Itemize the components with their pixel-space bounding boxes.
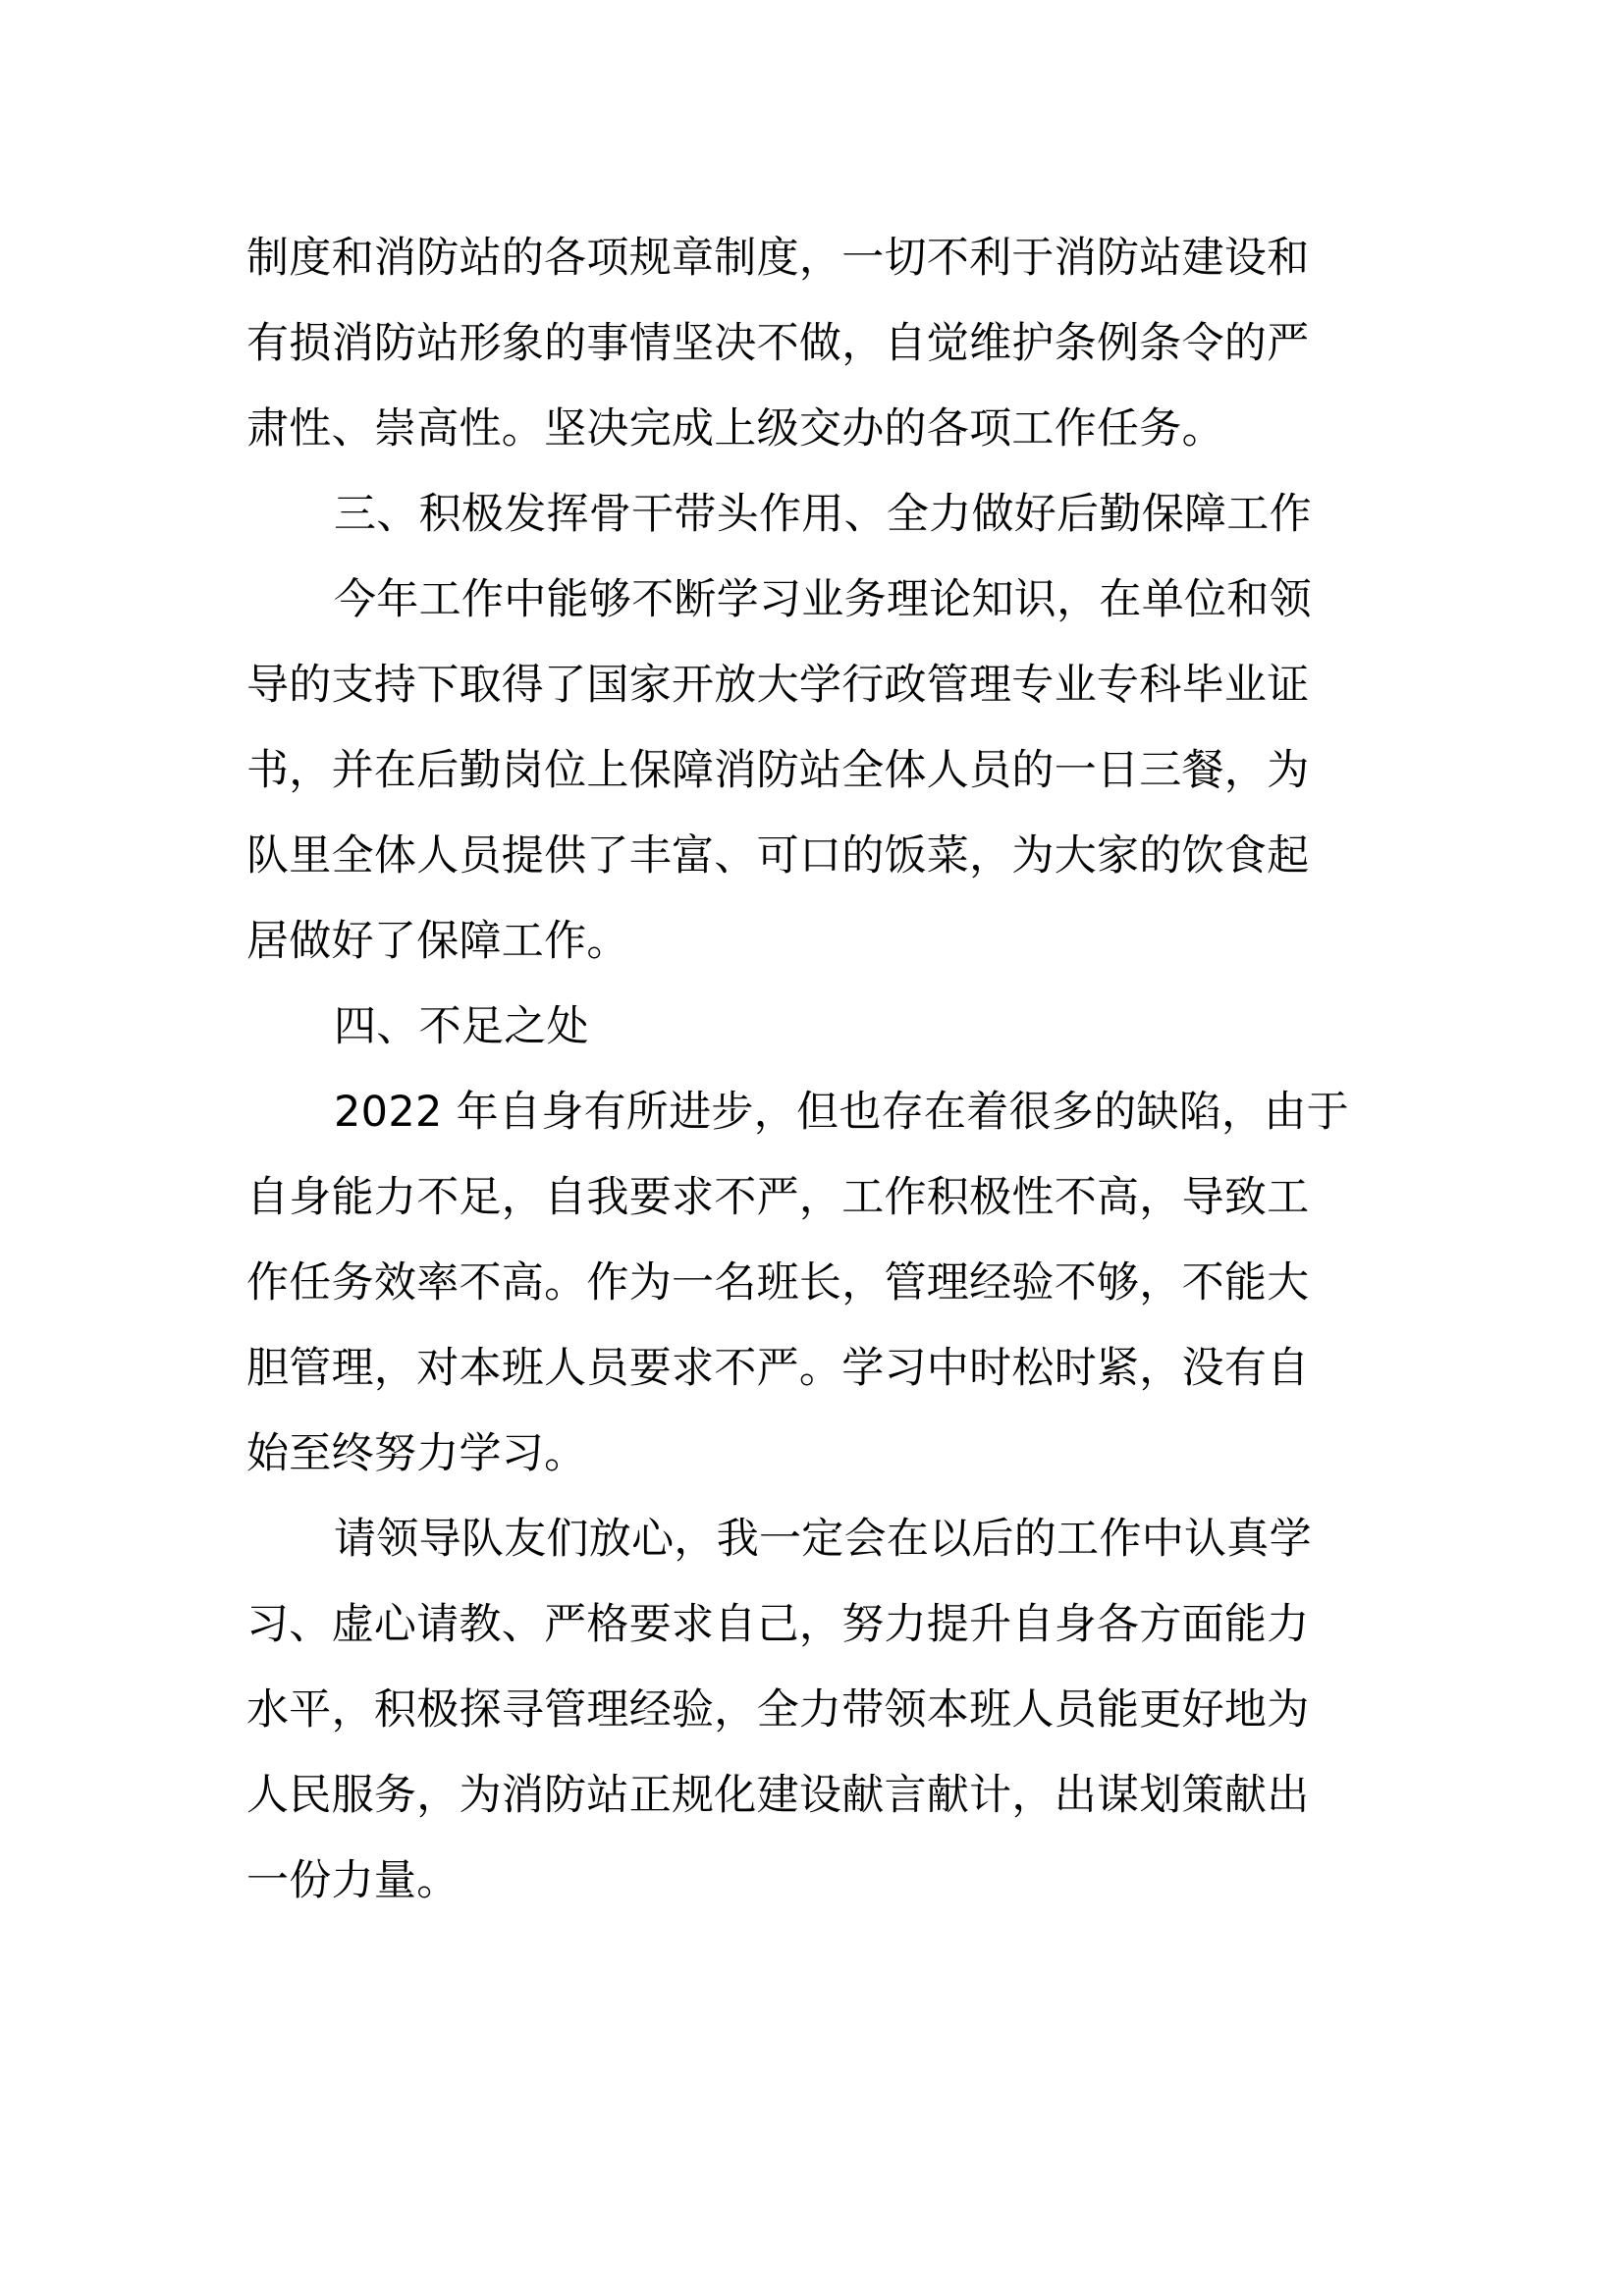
text-line: 2022 年自身有所进步，但也存在着很多的缺陷，由于 bbox=[334, 1088, 1349, 1137]
text-line: 人民服务，为消防站正规化建设献言献计，出谋划策献出 bbox=[246, 1771, 1310, 1820]
text-line: 居做好了保障工作。 bbox=[246, 917, 629, 966]
text-line: 自身能力不足，自我要求不严，工作积极性不高，导致工 bbox=[246, 1173, 1310, 1222]
text-line: 今年工作中能够不断学习业务理论知识，在单位和领 bbox=[334, 575, 1312, 624]
text-line: 胆管理，对本班人员要求不严。学习中时松时紧，没有自 bbox=[246, 1344, 1310, 1393]
section-heading-4: 四、不足之处 bbox=[334, 1002, 589, 1051]
text-line: 一份力量。 bbox=[246, 1856, 460, 1905]
section-heading-3: 三、积极发挥骨干带头作用、全力做好后勤保障工作 bbox=[334, 490, 1312, 539]
text-line: 作任务效率不高。作为一名班长，管理经验不够，不能大 bbox=[246, 1258, 1310, 1308]
text-line: 队里全体人员提供了丰富、可口的饭菜，为大家的饮食起 bbox=[246, 831, 1310, 881]
text-line: 有损消防站形象的事情坚决不做，自觉维护条例条令的严 bbox=[246, 319, 1310, 368]
text-line: 习、虚心请教、严格要求自己，努力提升自身各方面能力 bbox=[246, 1600, 1310, 1649]
text-line: 请领导队友们放心，我一定会在以后的工作中认真学 bbox=[334, 1515, 1312, 1564]
text-line: 水平，积极探寻管理经验，全力带领本班人员能更好地为 bbox=[246, 1685, 1310, 1735]
text-line: 制度和消防站的各项规章制度，一切不利于消防站建设和 bbox=[246, 234, 1310, 283]
text-line: 书，并在后勤岗位上保障消防站全体人员的一日三餐，为 bbox=[246, 746, 1310, 795]
text-line: 导的支持下取得了国家开放大学行政管理专业专科毕业证 bbox=[246, 661, 1310, 710]
text-line: 肃性、崇高性。坚决完成上级交办的各项工作任务。 bbox=[246, 404, 1224, 454]
text-line: 始至终努力学习。 bbox=[246, 1429, 587, 1478]
